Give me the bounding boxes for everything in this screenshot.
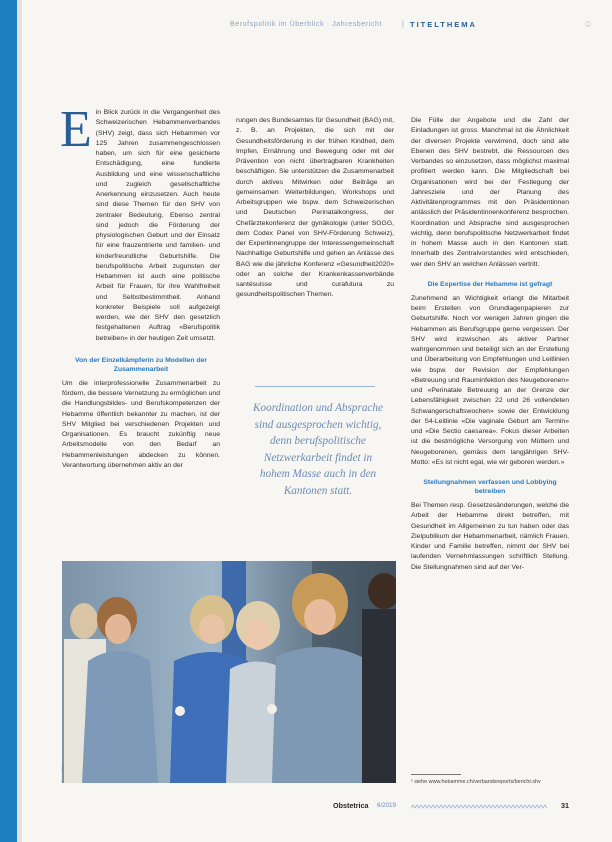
footnote-rule <box>411 774 461 775</box>
pullquote-divider <box>255 386 375 387</box>
text-column-2 <box>236 116 394 301</box>
corner-mark: © <box>585 20 592 29</box>
page-number: 31 <box>561 801 569 810</box>
page-header <box>230 18 600 32</box>
photo-credit: Foto: SHV <box>60 763 65 782</box>
header-separator: | <box>402 21 405 28</box>
section-subhead: Die Expertise der Hebamme ist gefragt <box>427 280 553 288</box>
body-paragraph: Bei Themen resp. Gesetzesänderungen, welche die Arbeit der Hebamme direkt betreffen, mit Gesundheit im Allgemeinen zu tun haben oder das Zielpublikum der Hebammenarbeit, nämlich Frauen, Kinder und Familie betreffen, nimmt der SHV bei laufenden Vernehmlassungen schriftlich Stellung. Die Stellungnahmen sind auf der Ver- <box>411 502 569 571</box>
body-paragraph: rungen des Bundesamtes für Gesundheit (BAG) mit, z. B. an Projekten, die sich mit der Gesundheitsförderung in der frühen Kindheit, dem Impfen, Ernährung und Bewegung oder mit der Prävention von nicht übertragbaren Krankheiten beschäftigen. Sie unterstützen die Zusammenarbeit durch aktives Mitwirken oder Beiträge an gemeinsamen Weiterbildungen, Workshops und Arbeitsgruppen wie bspw. dem Schweizerischen und Deutschen Perinatalkongress, der Chefärztekonferenz der gynäkologie (unter SGGG, dem Codex Panel von SHV-Förderung Schweiz), der Expertinnengruppe der Interessengemeinschaft Nachhaltige Geburtshilfe und gehen an Anlässe des BAG wie die jährliche Konferenz «Gesundheit2020» oder an solche der Krankenkassenverbände santésuisse und curafutura zu gesundheitspolitischen Themen. <box>236 117 394 299</box>
group-photo <box>62 561 396 783</box>
page-footer <box>333 800 573 814</box>
issue-number: 6/2019 <box>377 802 396 809</box>
section-subhead: Stellungnahmen verfassen und Lobbying betreiben <box>423 479 557 495</box>
header-rubric: TITELTHEMA <box>410 20 477 29</box>
text-column-3 <box>411 116 569 573</box>
page-gutter-shadow <box>17 0 22 842</box>
header-kicker: Berufspolitik im Überblick · Jahresbericht <box>230 21 383 28</box>
section-subhead: Von der Einzelkämpferin zu Modellen der Zusammenarbeit <box>74 356 208 373</box>
footer-zigzag-icon <box>411 804 547 809</box>
body-paragraph: Die Fülle der Angebote und die Zahl der Einladungen ist gross. Manchmal ist die Ähnlichkeit der diversen Projekte verwirrend, doch sind alle Ebenen des SHV bestrebt, die Ressourcen des Verbandes so einzusetzen, dass möglichst maximal profitiert werden kann. Die Mitgliedschaft bei Organisationen wird bei der Festlegung der Jahresziele und der Planung des Aktivitätenprogrammes mit den Präsidentinnen anlässlich der Präsidentinnenkonferenz besprochen. Koordination und Absprache sind ausgesprochen wichtig, denn berufspolitische Netzwerkarbeit findet in hohem Masse auch in den Kantonen statt. Innerhalb des Zentralvorstandes wird entschieden, wer den SHV an welchen Anlässen vertritt. <box>411 117 569 268</box>
journal-name: Obstetrica <box>333 801 369 810</box>
intro-paragraph: in Blick zurück in die Vergangenheit des Schweizerischen Hebammenverbandes (SHV) zeigt, dass sich Hebammen vor 125 Jahren zusammengeschlossen haben, um sich für eine gesicherte Entschädigung, eine fundierte Ausbildung und eine wissenschaftliche und zugleich gesellschaftliche Anerkennung einzusetzen. Auch heute sind diese Themen für den SHV von zentraler Bedeutung. Ebenso zentral sind jedoch die Förderung der physiologischen Geburt und der Einsatz für eine frauzentrierte und familien- und kinderfreundliche Geburtshilfe. Die berufspolitische Arbeit zugunsten der Hebammen ist auch eine politische Arbeit für Frauen, für ihre Wahlfreiheit und Selbstbestimmtheit. Anhand konkreter Beispiele soll aufgezeigt werden, wie der SHV den gesetzlich festgehaltenen Auftrag «Berufspolitik betreiben» in der heutigen Zeit umsetzt. <box>95 109 220 342</box>
footnote: ¹ siehe www.hebamme.ch/verbandsreports/bericht.shv <box>411 779 541 785</box>
drop-cap: E <box>60 101 92 158</box>
photo-illustration <box>62 561 396 783</box>
body-paragraph: Zunehmend an Wichtigkeit erlangt die Mitarbeit beim Erstellen von Grundlagenpapieren zur Geburtshilfe. Noch vor wenigen Jahren gingen die Hebammen als Berufsgruppe gerne vergessen. Der SHV wird inzwischen als aktiver Partner wahrgenommen und beteiligt sich an der Erstellung und Überarbeitung von Empfehlungen und Leitlinien wie bspw. der Revision der Empfehlungen «Betreuung und Rauminfektion des Neugeborenen» und «Perinatale Betreuung an der Grenze der Lebensfähigkeit zwischen 22 und 26 vollendeten Schwangerschaftswochen» sowie der Entwicklung der S4-Leitlinie «Die vaginale Geburt am Termin» und «Die Sectio caesarea». Fokus dieser Arbeiten ist die bestmögliche Versorgung von Müttern und Neugeborenen, gemäss dem langjährigen SHV-Motto: «Es ist nicht egal, wie wir geboren werden.» <box>411 294 569 466</box>
left-accent-bar <box>0 0 17 842</box>
text-column-1 <box>60 101 220 471</box>
pull-quote: Koordination und Absprache sind ausgesprochen wichtig, denn berufspolitische Netzwerkarbeit findet in hohem Masse auch in den Kantonen statt. <box>253 402 383 497</box>
body-paragraph: Um die interprofessionelle Zusammenarbeit zu fördern, die bessere Vernetzung zu ermöglichen und die Handlungsbildes- und Berufskompetenzen der Hebamme öffentlich bekannter zu machen, ist der SHV Mitglied bei verschiedenen Projekten und Organisationen. Es braucht zukünftig neue Arbeitsmodelle von den Bedarf an Hebammenleistungen abdecken zu können. Verantwortung übernehmen aktiv an der <box>62 379 220 469</box>
